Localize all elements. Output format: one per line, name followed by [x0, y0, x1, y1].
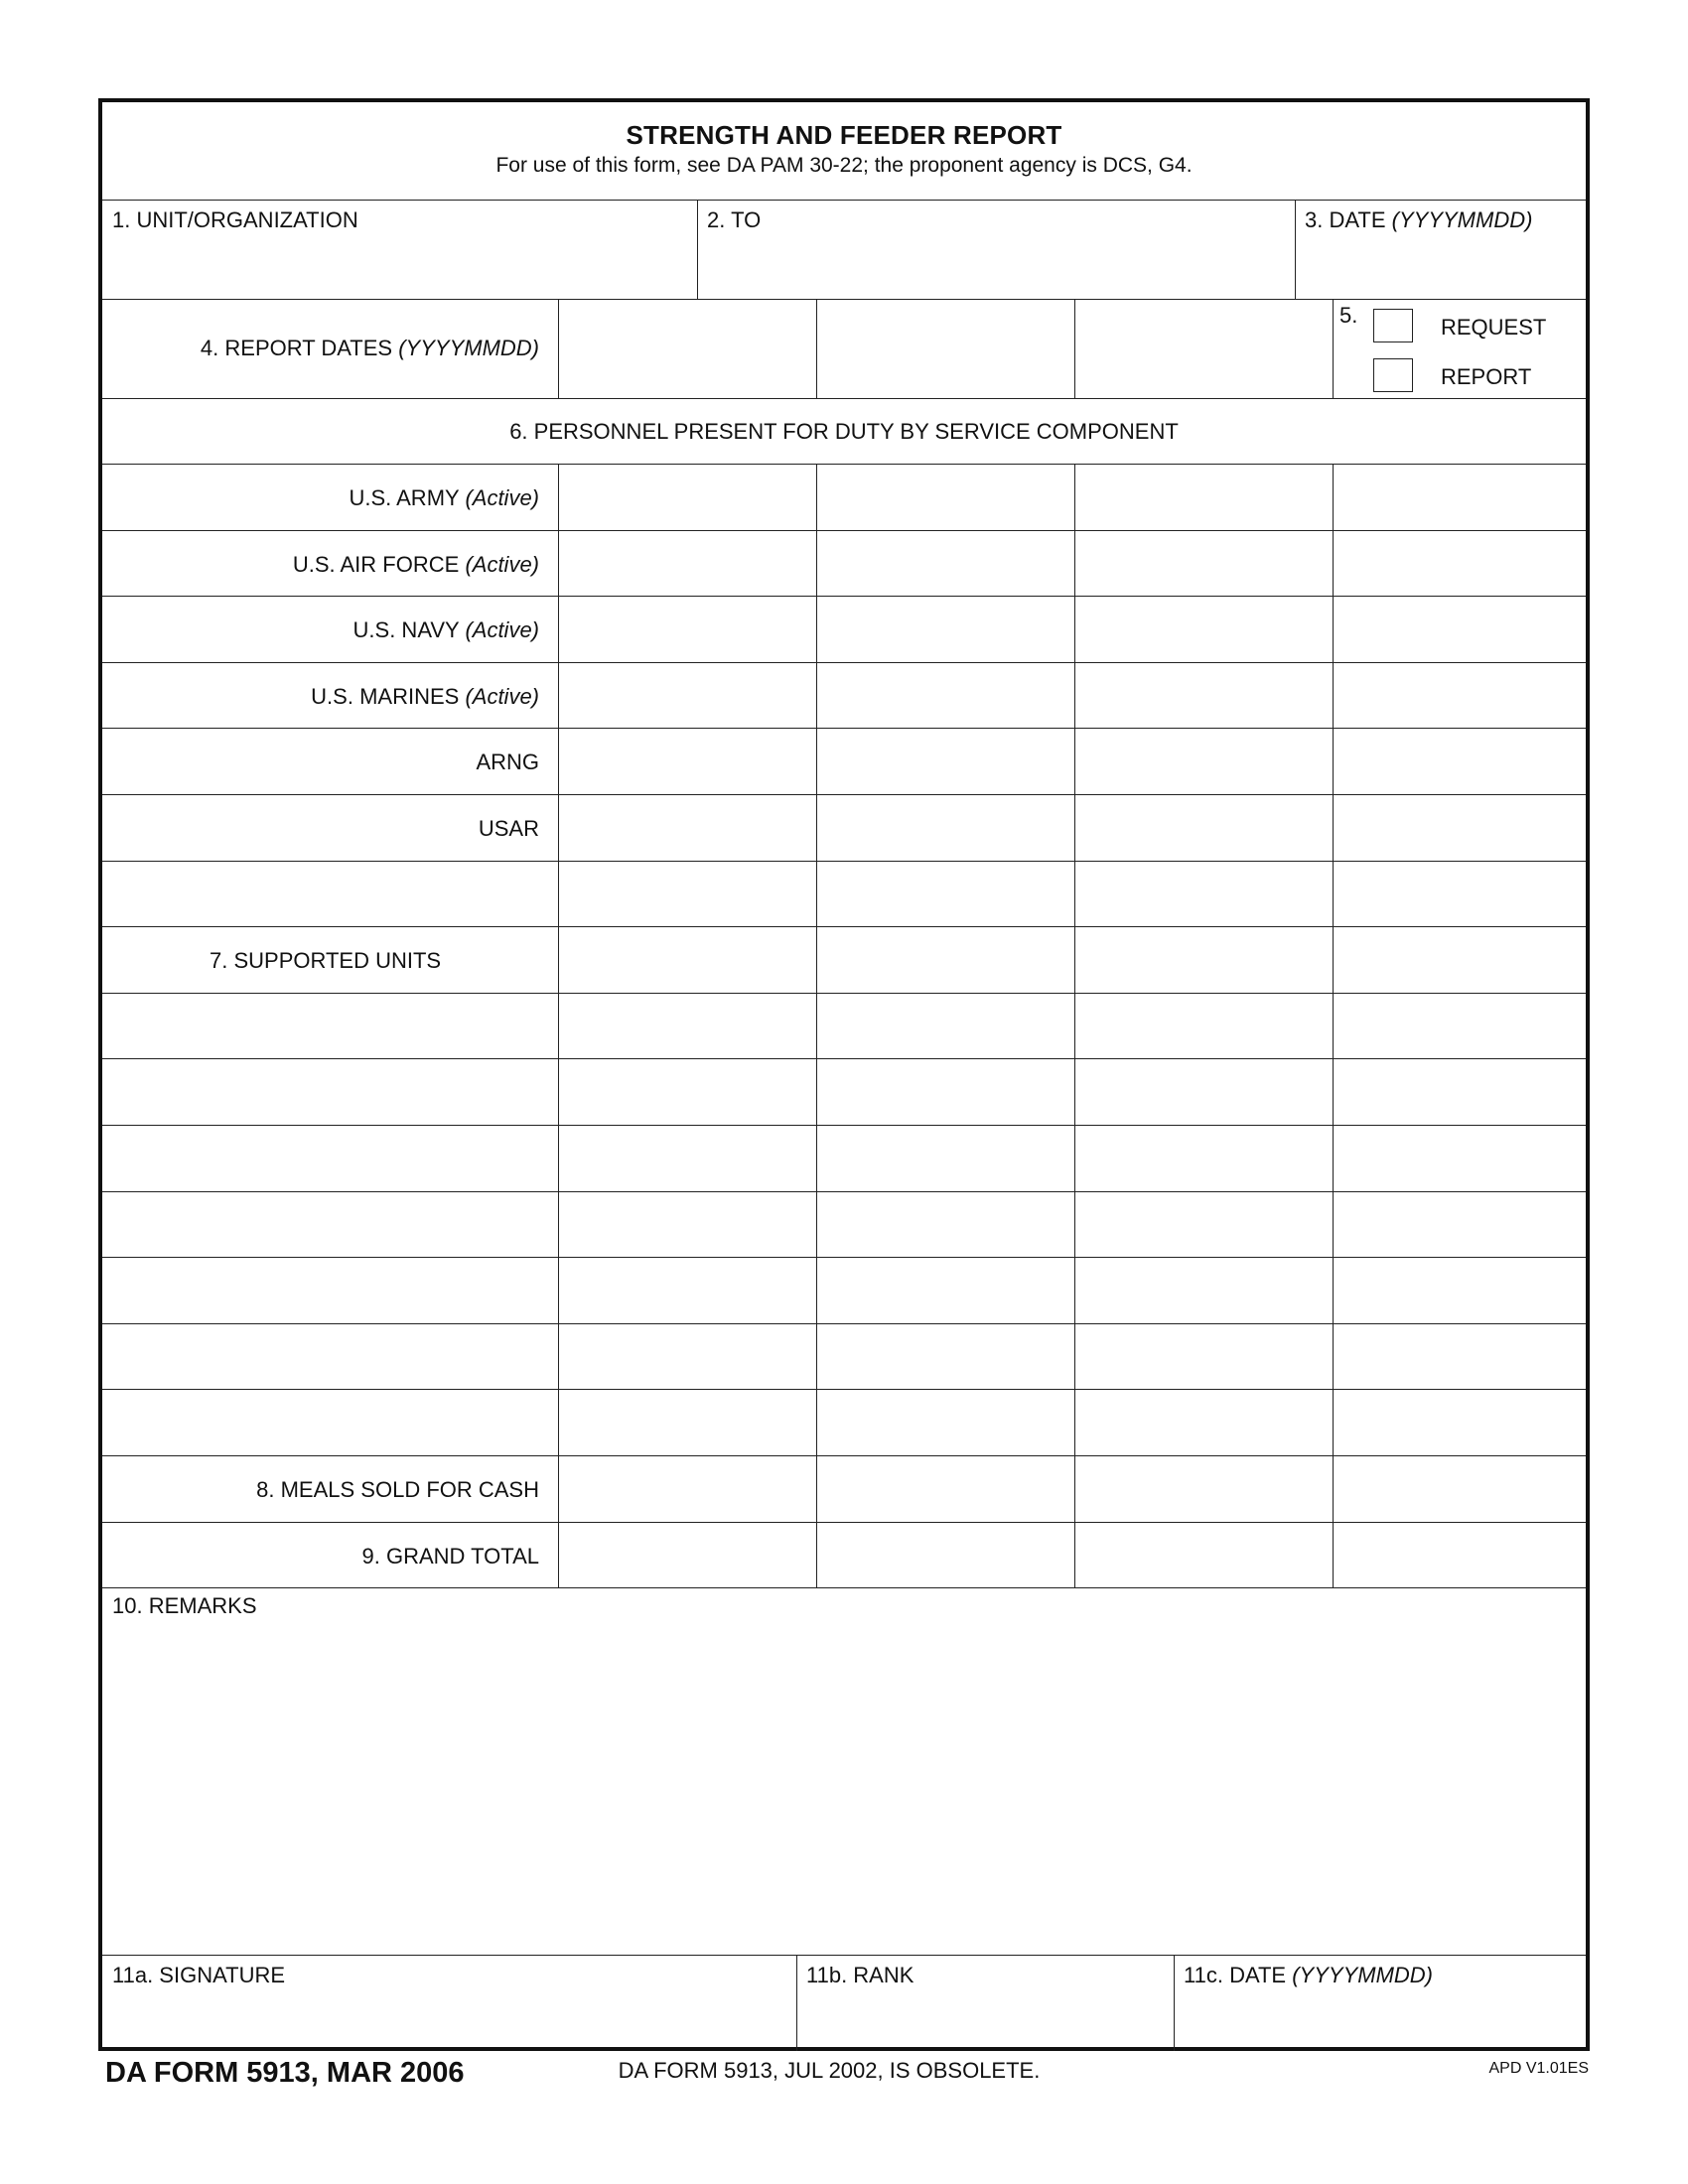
row-label-us-marines: [102, 686, 539, 708]
row-label-us-navy: [102, 619, 539, 641]
form-title: STRENGTH AND FEEDER REPORT: [626, 120, 1062, 150]
row-label-qualifier: (Active): [465, 552, 539, 577]
divider: [102, 794, 1586, 795]
divider: [1333, 299, 1334, 398]
divider: [816, 464, 817, 1587]
to-field[interactable]: [697, 200, 1295, 299]
unit-organization-label: 1. UNIT/ORGANIZATION: [112, 207, 358, 232]
row-label-qualifier: (Active): [465, 485, 539, 510]
row-label-text: U.S. AIR FORCE: [292, 552, 460, 577]
form-subtitle: For use of this form, see DA PAM 30-22; the proponent agency is DCS, G4.: [495, 154, 1193, 177]
divider: [102, 1455, 1586, 1456]
to-label: 2. TO: [707, 207, 762, 232]
row-label-text: U.S. ARMY: [349, 485, 460, 510]
divider: [102, 993, 1586, 994]
signature-label: 11a. SIGNATURE: [112, 1963, 286, 1987]
date-field[interactable]: [1295, 200, 1586, 299]
version-label: APD V1.01ES: [1488, 2060, 1589, 2077]
divider: [102, 861, 1586, 862]
section-7-title: 7. SUPPORTED UNITS: [210, 948, 442, 973]
signature-field[interactable]: [102, 1955, 796, 2051]
signature-date-label: [1184, 1965, 1433, 1986]
remarks-field[interactable]: [102, 1587, 1586, 1955]
divider: [102, 728, 1586, 729]
divider: [558, 464, 559, 1587]
row-label-us-army: [102, 487, 539, 509]
report-date-2-field[interactable]: [816, 299, 1074, 398]
divider: [102, 596, 1586, 597]
signature-date-format-hint: (YYYYMMDD): [1292, 1963, 1434, 1987]
report-date-3-field[interactable]: [1074, 299, 1333, 398]
row-label-text: U.S. NAVY: [352, 617, 460, 642]
report-checkbox[interactable]: [1373, 358, 1413, 392]
divider: [1333, 464, 1334, 1587]
divider: [102, 1191, 1586, 1192]
signature-date-field[interactable]: [1174, 1955, 1586, 2051]
divider: [1074, 464, 1075, 1587]
divider: [102, 1389, 1586, 1390]
divider: [102, 1058, 1586, 1059]
row-label-text: U.S. MARINES: [311, 684, 460, 709]
item-5-number: 5.: [1339, 303, 1358, 328]
divider: [102, 464, 1586, 465]
rank-label: 11b. RANK: [806, 1963, 914, 1987]
divider: [102, 1125, 1586, 1126]
row-label-us-air-force: [102, 554, 539, 576]
request-checkbox[interactable]: [1373, 309, 1413, 342]
date-label: [1305, 209, 1532, 231]
divider: [102, 662, 1586, 663]
strength-and-feeder-report-form: [98, 98, 1590, 2051]
report-dates-format-hint: (YYYYMMDD): [398, 336, 539, 360]
row-label-qualifier: (Active): [465, 684, 539, 709]
divider: [102, 926, 1586, 927]
request-label: REQUEST: [1441, 315, 1547, 340]
date-label-text: 3. DATE: [1305, 207, 1386, 232]
signature-date-label-text: 11c. DATE: [1184, 1963, 1287, 1987]
report-dates-label-text: 4. REPORT DATES: [200, 336, 393, 360]
date-format-hint: (YYYYMMDD): [1391, 207, 1533, 232]
divider: [102, 1522, 1586, 1523]
divider: [102, 398, 1586, 399]
row-label-arng: ARNG: [476, 750, 539, 774]
report-dates-label: [102, 338, 539, 359]
section-10-title: 10. REMARKS: [112, 1593, 257, 1618]
report-label: REPORT: [1441, 364, 1532, 389]
section-9-title: 9. GRAND TOTAL: [361, 1544, 539, 1569]
row-label-qualifier: (Active): [465, 617, 539, 642]
section-6-title: 6. PERSONNEL PRESENT FOR DUTY BY SERVICE COMPONENT: [509, 419, 1179, 444]
unit-organization-field[interactable]: [102, 200, 697, 299]
form-id: DA FORM 5913, MAR 2006: [105, 2057, 465, 2089]
row-label-usar: USAR: [478, 816, 539, 841]
divider: [102, 1257, 1586, 1258]
section-8-title: 8. MEALS SOLD FOR CASH: [256, 1477, 539, 1502]
divider: [102, 1323, 1586, 1324]
report-date-1-field[interactable]: [558, 299, 816, 398]
rank-field[interactable]: [796, 1955, 1174, 2051]
divider: [102, 530, 1586, 531]
obsolete-note: DA FORM 5913, JUL 2002, IS OBSOLETE.: [618, 2058, 1041, 2083]
